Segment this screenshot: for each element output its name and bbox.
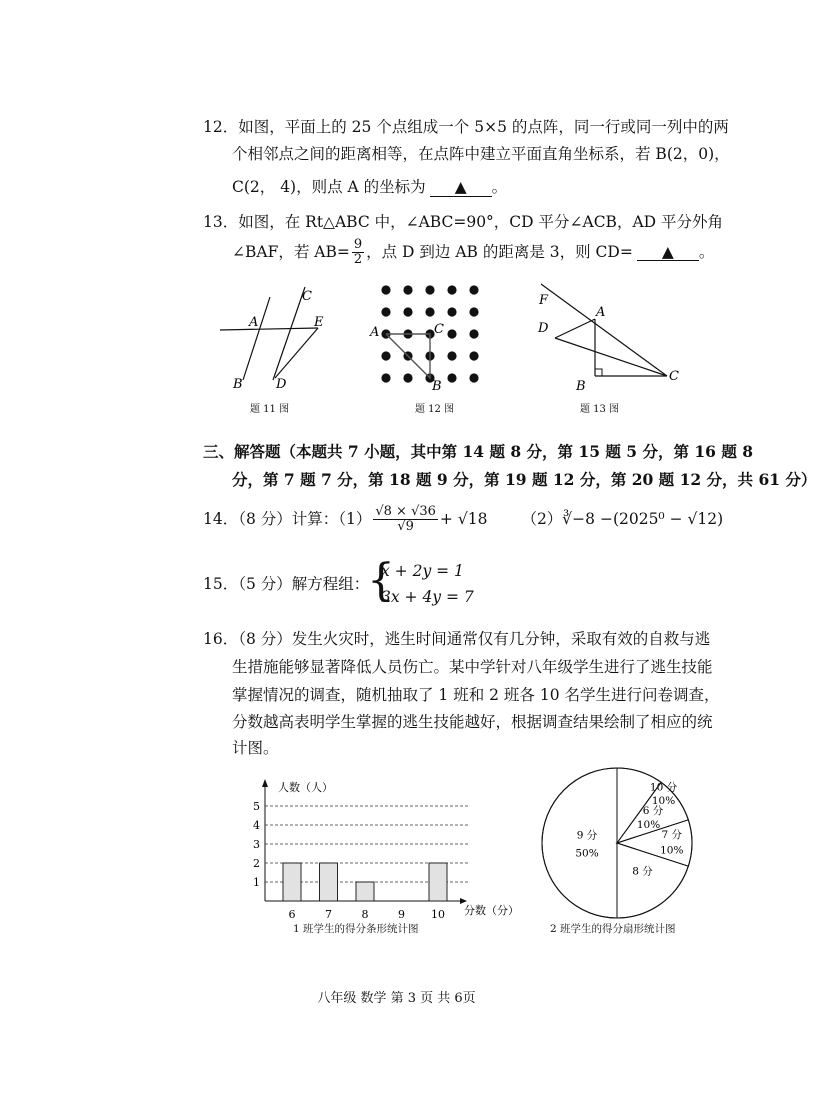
q12-line3-text: C(2， 4)，则点 A 的坐标为 [232,178,426,196]
q14-part2: （2）∛−8 −(2025⁰ − √12) [521,510,724,529]
fig12-dot [469,307,478,316]
bar-xtick-label: 6 [288,908,296,921]
q16-line5: 计图。 [232,739,279,757]
fig13-label-d: D [538,321,549,336]
fig13-label-c: C [669,369,679,384]
q12-line1: 12．如图，平面上的 25 个点组成一个 5×5 的点阵，同一行或同一列中的两 [203,118,729,136]
q15-eq1: x + 2y = 1 [381,562,464,580]
pie-slice-pct: 10% [651,795,676,807]
q16-line4: 分数越高表明学生掌握的逃生技能越好，根据调查结果绘制了相应的统 [232,713,713,731]
q12-line2: 个相邻点之间的距离相等，在点阵中建立平面直角坐标系，若 B(2，0)， [232,145,730,163]
fig11-label-d: D [276,377,287,392]
q13-fraction [352,238,364,268]
q13-line2-mid: ，点 D 到边 AB 的距离是 3，则 CD= [366,242,633,261]
fig12-dot [381,373,390,382]
bar-ytick-label: 3 [253,838,260,851]
fig12-dot [469,285,478,294]
pie-chart-class2 [535,765,700,925]
fig12-dot [381,307,390,316]
pie-slice-label: 6 分 [642,804,664,817]
fig13-caption: 题 13 图 [580,404,620,415]
q15-brace: { [367,555,395,606]
fig11-caption: 题 11 图 [250,404,290,415]
fig13-label-f: F [539,293,549,308]
figure-13 [535,280,685,392]
page-footer: 八年级 数学 第 3 页 共 6页 [317,991,476,1006]
bar [429,863,447,901]
pie-slice-label: 9 分 [576,829,598,842]
fig12-dot [403,307,412,316]
fig12-dot [403,285,412,294]
q14-frac-den: √9 [397,519,414,535]
pie-slice-pct: 10% [636,819,661,831]
fig12-label-c: C [434,322,444,337]
bar-ytick-label: 5 [253,800,260,813]
fig12-dot [469,373,478,382]
fig12-dot [381,285,390,294]
q13-line1: 13．如图，在 Rt△ABC 中，∠ABC=90°，CD 平分∠ACB，AD 平分外角 [203,213,724,231]
fig11-line-ae [220,328,318,330]
q13-line2-end: 。 [698,242,715,261]
q14-prefix: 14．（8 分）计算：（1） [203,510,372,529]
fig12-dot [447,351,456,360]
q16-line3: 掌握情况的调查，随机抽取了 1 班和 2 班各 10 名学生进行问卷调查， [232,686,720,704]
pie-slice-label: 10 分 [649,781,678,794]
fig12-dot [403,373,412,382]
fig12-dot [447,307,456,316]
bar [320,863,338,901]
pie-slice-label: 8 分 [632,865,653,878]
fig12-dot [447,329,456,338]
fig11-label-b: B [233,377,243,392]
figure-11 [215,282,335,392]
fig12-dot [381,351,390,360]
pie-slice-pct: 50% [575,847,599,860]
bar-xtick-label: 7 [325,908,332,921]
fig13-line-fc [541,284,667,376]
bar-xtick-label: 10 [431,908,445,921]
bar-xlabel: 分数（分） [464,904,519,917]
fig12-label-a: A [370,325,380,340]
fig12-label-b: B [432,379,442,394]
pie-slice-pct: 10% [660,844,684,857]
q13-line2-text: ∠BAF，若 AB= [232,242,350,261]
bar [283,863,301,901]
q12-line3 [232,180,507,197]
q15-prefix: 15．（5 分）解方程组： [203,575,370,593]
q16-line2: 生措施能够显著降低人员伤亡。某中学针对八年级学生进行了逃生技能 [232,658,713,676]
fig11-line-de [275,328,318,378]
q13-answer-blank: ▲ [637,245,699,262]
q12-line3-end: 。 [491,178,508,196]
fig11-line-cd [273,287,305,380]
figure-12 [368,280,498,392]
q13-line2 [232,238,714,268]
fig11-label-a: A [249,315,259,330]
bar [356,882,374,901]
fig11-label-e: E [314,315,324,330]
q16-line1: 16．（8 分）发生火灾时，逃生时间通常仅有几分钟，采取有效的自救与逃 [203,630,711,648]
q13-frac-den: 2 [353,252,363,268]
fig13-label-b: B [576,379,586,394]
fig12-dot [447,373,456,382]
bar-chart-class1 [240,775,519,925]
section3-line1: 三、解答题（本题共 7 小题，其中第 14 题 8 分，第 15 题 5 分，第 16 题 8 [203,442,754,461]
q14-plus: + √18 [439,510,488,529]
fig13-label-a: A [596,305,606,320]
fig13-line-ad [555,319,595,338]
fig12-dot [425,285,434,294]
fig13-right-angle [595,369,602,376]
q13-frac-num: 9 [353,237,363,252]
fig11-line-ab [243,297,270,380]
bar-xtick-label: 9 [398,908,405,921]
bar-ylabel: 人数（人） [278,781,333,794]
pie-chart-caption: 2 班学生的得分扇形统计图 [550,923,676,935]
fig12-dot [469,329,478,338]
bar-ytick-label: 2 [253,857,260,870]
bar-xtick-label: 8 [361,908,369,921]
q14-frac-num: √8 × √36 [375,504,436,519]
q15-eq2: 3x + 4y = 7 [381,588,474,606]
fig12-dot [447,285,456,294]
section3-line2: 分，第 7 题 7 分，第 18 题 9 分，第 19 题 12 分，第 20 题 12 分，共 61 分） [232,470,816,489]
bar-chart-caption: 1 班学生的得分条形统计图 [293,923,419,935]
fig13-line-dc [555,338,667,376]
q14-fraction [373,505,438,535]
q14-line [203,505,723,535]
bar-ytick-label: 1 [253,876,260,889]
fig12-dot [425,307,434,316]
q12-answer-blank: ▲ [430,180,492,197]
fig12-caption: 题 12 图 [415,404,455,415]
fig11-label-c: C [302,289,312,304]
bar-ytick-label: 4 [253,819,260,832]
pie-slice-label: 7 分 [661,828,683,841]
fig12-triangle [386,334,430,378]
fig12-dot [469,351,478,360]
